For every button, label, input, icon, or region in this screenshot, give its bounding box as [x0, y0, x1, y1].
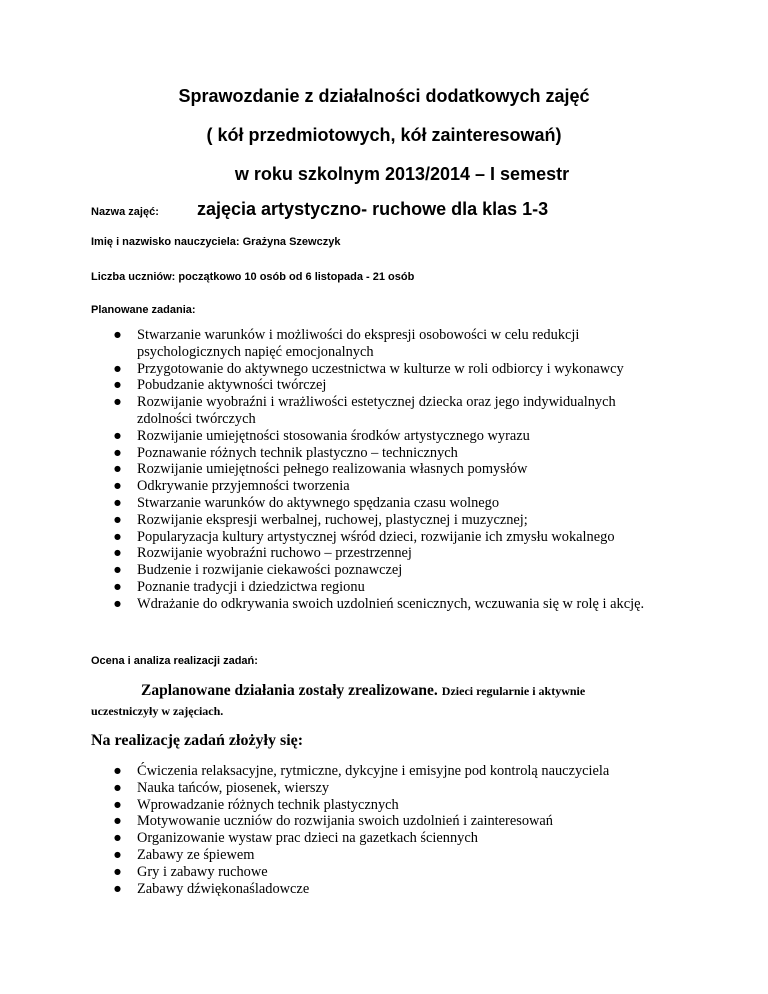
list-item: ● Ćwiczenia relaksacyjne, rytmiczne, dykcyjne i emisyjne pod kontrolą nauczyciela [91, 763, 711, 780]
list-item: ● Zabawy dźwiękonaśladowcze [91, 881, 711, 898]
list-item: ● Wprowadzanie różnych technik plastycznych [91, 797, 711, 814]
list-item: ● Gry i zabawy ruchowe [91, 864, 711, 881]
evaluation-rest: Dzieci regularnie i aktywnie uczestniczyły w zajęciach. [91, 684, 586, 718]
class-name-label: Nazwa zajęć: [91, 206, 159, 218]
evaluation-heading: Ocena i analiza realizacji zadań: [91, 655, 258, 667]
realization-list [91, 763, 711, 897]
list-item: ● Organizowanie wystaw prac dzieci na gazetkach ściennych [91, 830, 711, 847]
list-item: ● Poznanie tradycji i dziedzictwa regionu [91, 579, 691, 596]
planned-tasks-heading: Planowane zadania: [91, 304, 196, 316]
planned-tasks-list [91, 327, 691, 613]
evaluation-text [91, 681, 651, 721]
realization-heading: Na realizację zadań złożyły się: [91, 732, 304, 749]
list-item: ● Motywowanie uczniów do rozwijania swoich uzdolnień i zainteresowań [91, 813, 711, 830]
list-item: ● Stwarzanie warunków i możliwości do ekspresji osobowości w celu redukcji psychologicznych napięć emocjonalnych [91, 327, 657, 361]
teacher-line: Imię i nazwisko nauczyciela: Grażyna Szewczyk [91, 236, 341, 248]
list-item: ● Nauka tańców, piosenek, wierszy [91, 780, 711, 797]
report-title-line-1: Sprawozdanie z działalności dodatkowych zajęć [178, 86, 590, 106]
list-item: ● Poznawanie różnych technik plastyczno – technicznych [91, 445, 691, 462]
list-item: ● Odkrywanie przyjemności tworzenia [91, 478, 691, 495]
list-item: ● Budzenie i rozwijanie ciekawości poznawczej [91, 562, 691, 579]
class-name-value: zajęcia artystyczno- ruchowe dla klas 1-3 [197, 199, 549, 219]
list-item: ● Wdrażanie do odkrywania swoich uzdolnień scenicznych, wczuwania się w rolę i akcję. [91, 596, 669, 613]
list-item: ● Pobudzanie aktywności twórczej [91, 377, 691, 394]
list-item: ● Przygotowanie do aktywnego uczestnictwa w kulturze w roli odbiorcy i wykonawcy [91, 361, 691, 378]
list-item: ● Rozwijanie umiejętności pełnego realizowania własnych pomysłów [91, 461, 691, 478]
list-item: ● Rozwijanie ekspresji werbalnej, ruchowej, plastycznej i muzycznej; [91, 512, 691, 529]
report-title-line-3: w roku szkolnym 2013/2014 – I semestr [234, 164, 570, 184]
list-item: ● Rozwijanie wyobraźni ruchowo – przestrzennej [91, 545, 691, 562]
list-item: ● Popularyzacja kultury artystycznej wśród dzieci, rozwijanie ich zmysłu wokalnego [91, 529, 691, 546]
evaluation-main: Zaplanowane działania zostały zrealizowane. [141, 682, 438, 699]
students-line: Liczba uczniów: początkowo 10 osób od 6 listopada - 21 osób [91, 271, 415, 283]
report-title-line-2: ( kół przedmiotowych, kół zainteresowań) [206, 125, 562, 145]
list-item: ● Zabawy ze śpiewem [91, 847, 711, 864]
list-item: ● Rozwijanie umiejętności stosowania środków artystycznego wyrazu [91, 428, 691, 445]
list-item: ● Stwarzanie warunków do aktywnego spędzania czasu wolnego [91, 495, 691, 512]
class-name-row [91, 199, 548, 220]
list-item: ● Rozwijanie wyobraźni i wrażliwości estetycznej dziecka oraz jego indywidualnych zdolności twórczych [91, 394, 657, 428]
